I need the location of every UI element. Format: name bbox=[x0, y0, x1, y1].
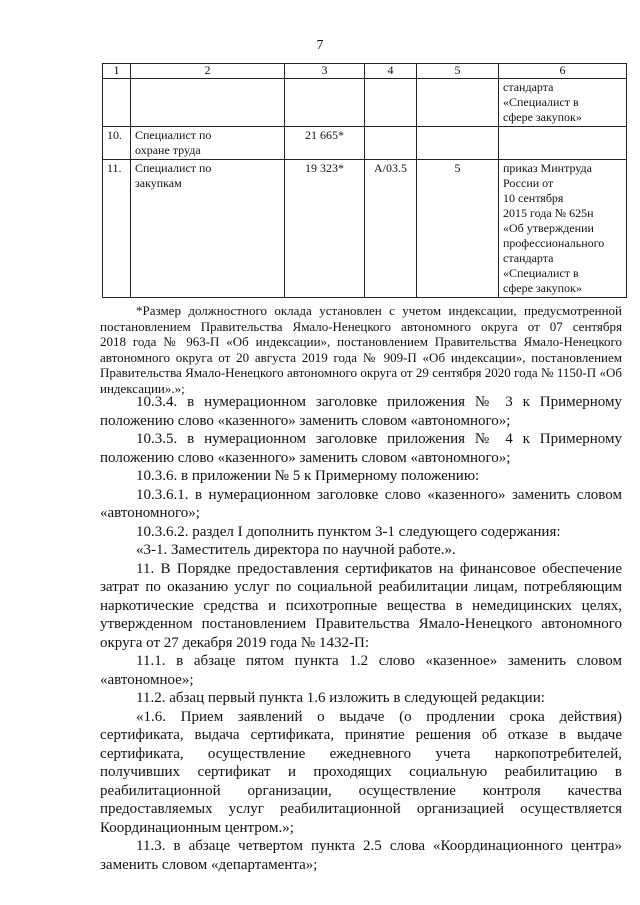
qualification-code bbox=[365, 79, 417, 127]
table-header-row bbox=[103, 64, 627, 79]
qualification-code: A/03.5 bbox=[365, 160, 417, 298]
name-line: охране труда bbox=[135, 143, 201, 157]
text-line: положению слово «казенного» заменить словом «автономного»; bbox=[100, 449, 511, 466]
staff-table bbox=[102, 63, 627, 298]
standard-line: «Специалист в bbox=[503, 95, 579, 109]
table-header-cell: 3 bbox=[285, 64, 365, 79]
table-row bbox=[103, 127, 627, 160]
name-line: Специалист по bbox=[135, 161, 212, 175]
page-number: 7 bbox=[316, 38, 324, 53]
qualification-level: 5 bbox=[417, 160, 499, 298]
text-line: 10.3.6.2. раздел I дополнить пунктом 3-1 следующего содержания: bbox=[136, 523, 561, 540]
text-line: Правительства Ямало-Ненецкого автономного округа от 29 сентября 2020 года № 1150-П «Об bbox=[100, 365, 622, 380]
salary bbox=[285, 79, 365, 127]
professional-standard bbox=[499, 79, 627, 127]
standard-line: сфере закупок» bbox=[503, 110, 582, 124]
body-paragraph bbox=[100, 393, 622, 430]
professional-standard bbox=[499, 127, 627, 160]
text-line: 11.3. в абзаце четвертом пункта 2.5 слова «Координационного центра» bbox=[136, 838, 622, 854]
standard-line: сфере закупок» bbox=[503, 281, 582, 295]
standard-line: стандарта bbox=[503, 251, 554, 265]
table-header-cell: 2 bbox=[131, 64, 285, 79]
body-paragraph bbox=[100, 430, 622, 467]
text-line: 10.3.6. в приложении № 5 к Примерному положению: bbox=[136, 468, 480, 484]
footnote-paragraph bbox=[100, 303, 622, 396]
text-line: 11.1. в абзаце пятом пункта 1.2 слово «казенное» заменить словом bbox=[136, 653, 622, 669]
standard-line: профессионального bbox=[503, 236, 605, 250]
text-line: *Размер должностного оклада установлен с учетом индексации, предусмотренной bbox=[136, 303, 622, 318]
position-name bbox=[131, 127, 285, 160]
text-line: «3-1. Заместитель директора по научной работе.». bbox=[136, 542, 456, 558]
position-name bbox=[131, 160, 285, 298]
body-paragraph bbox=[100, 467, 622, 486]
text-line: автономного округа от 20 августа 2019 года № 909-П «Об индексации», постановлением bbox=[100, 349, 622, 365]
salary: 21 665* bbox=[285, 127, 365, 160]
text-line: постановлением Правительства Ямало-Ненецкого автономного округа от 07 сентября bbox=[100, 318, 622, 334]
body-paragraph bbox=[100, 560, 622, 653]
salary-footnote bbox=[100, 303, 622, 396]
standard-line: приказ Минтруда bbox=[503, 161, 592, 175]
text-line: 2018 года № 963-П «Об индексации», постановлением Правительства Ямало-Ненецкого bbox=[100, 334, 622, 349]
standard-line: «Об утверждении bbox=[503, 221, 594, 235]
table-header-cell: 5 bbox=[417, 64, 499, 79]
text-line: индексации».»; bbox=[100, 380, 185, 396]
row-number bbox=[103, 79, 131, 127]
text-line: «автономного»; bbox=[100, 505, 200, 521]
professional-standard bbox=[499, 160, 627, 298]
standard-line: «Специалист в bbox=[503, 266, 579, 280]
text-line: заменить словом «департамента»; bbox=[100, 856, 318, 873]
row-number: 11. bbox=[103, 160, 131, 298]
text-line: получивших сертификат и проходящих социальную реабилитацию в bbox=[100, 764, 622, 780]
row-number: 10. bbox=[103, 127, 131, 160]
text-line: наркотические средства и психотропные вещества в немедицинских целях, bbox=[100, 597, 622, 614]
text-line: 10.3.5. в нумерационном заголовке приложения № 4 к Примерному bbox=[136, 431, 622, 447]
body-paragraph bbox=[100, 523, 622, 542]
qualification-level bbox=[417, 127, 499, 160]
name-line: закупкам bbox=[135, 176, 182, 190]
text-line: затрат по оказанию услуг по социальной реабилитации лицам, потребляющим bbox=[100, 579, 622, 595]
text-line: 10.3.6.1. в нумерационном заголовке слово «казенного» заменить словом bbox=[136, 486, 622, 503]
qualification-code bbox=[365, 127, 417, 160]
table-row bbox=[103, 79, 627, 127]
body-paragraph bbox=[100, 541, 622, 560]
position-name bbox=[131, 79, 285, 127]
body-paragraph bbox=[100, 486, 622, 523]
standard-line: стандарта bbox=[503, 80, 554, 94]
table-row bbox=[103, 160, 627, 298]
text-line: «1.6. Прием заявлений о выдаче (о продлении срока действия) bbox=[136, 708, 622, 725]
name-line: Специалист по bbox=[135, 128, 212, 142]
document-body bbox=[100, 393, 622, 874]
standard-line: 10 сентября bbox=[503, 191, 564, 205]
body-paragraph bbox=[100, 689, 622, 708]
qualification-level bbox=[417, 79, 499, 127]
table-header-cell: 6 bbox=[499, 64, 627, 79]
text-line: утвержденном постановлением Правительства Ямало-Ненецкого автономного bbox=[100, 616, 622, 632]
text-line: 11. В Порядке предоставления сертификатов на финансовое обеспечение bbox=[136, 560, 622, 577]
standard-line: России от bbox=[503, 176, 554, 190]
body-paragraph bbox=[100, 652, 622, 689]
text-line: реабилитационной организации, осуществление контроля качества bbox=[100, 782, 622, 799]
table-header-cell: 1 bbox=[103, 64, 131, 79]
text-line: предоставляемых услуг реабилитационной организацией осуществляется bbox=[100, 801, 622, 817]
salary: 19 323* bbox=[285, 160, 365, 298]
standard-line: 2015 года № 625н bbox=[503, 206, 594, 220]
text-line: «автономное»; bbox=[100, 671, 194, 688]
text-line: Координационным центром.»; bbox=[100, 819, 294, 836]
text-line: сертификата, осуществление ежедневного учета наркопотребителей, bbox=[100, 745, 622, 762]
table-header-cell: 4 bbox=[365, 64, 417, 79]
text-line: 10.3.4. в нумерационном заголовке приложения № 3 к Примерному bbox=[136, 394, 622, 410]
text-line: 11.2. абзац первый пункта 1.6 изложить в следующей редакции: bbox=[136, 690, 545, 706]
text-line: сертификата, выдача сертификата, принятие решения об отказе в выдаче bbox=[100, 727, 622, 743]
text-line: округа от 27 декабря 2019 года № 1432-П: bbox=[100, 634, 369, 651]
body-paragraph bbox=[100, 708, 622, 838]
body-paragraph bbox=[100, 837, 622, 874]
text-line: положению слово «казенного» заменить словом «автономного»; bbox=[100, 412, 511, 429]
